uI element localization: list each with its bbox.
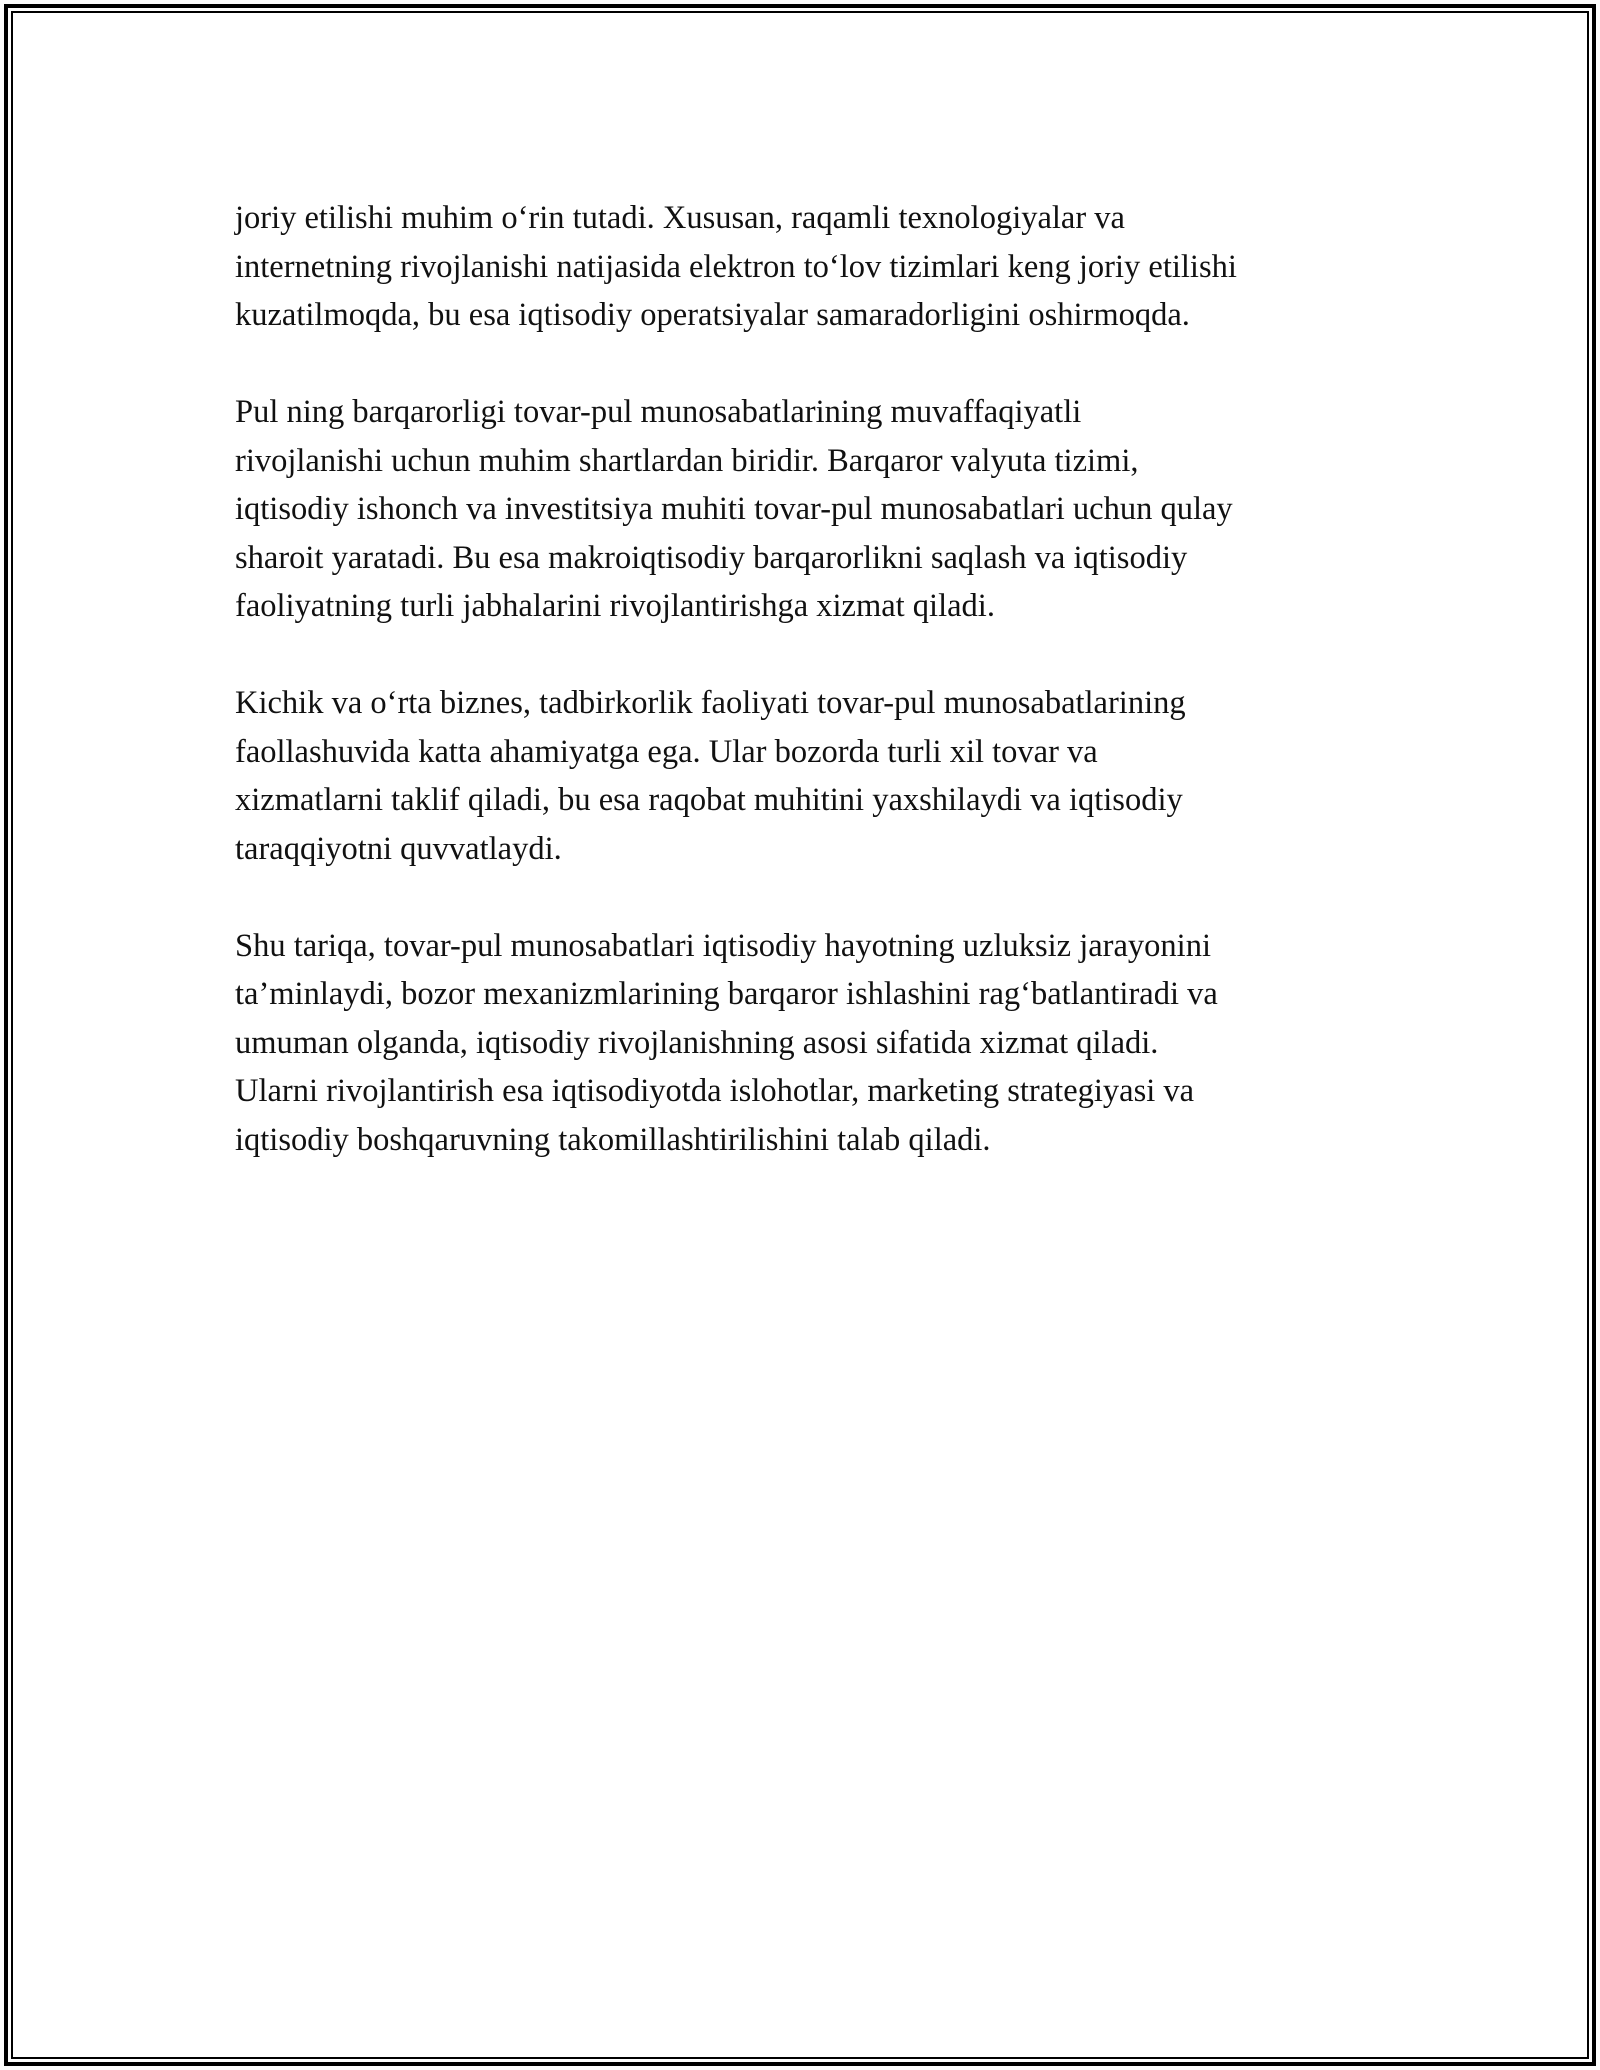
- page-border: [4, 4, 1596, 2066]
- paragraph-3: Kichik va o‘rta biznes, tadbirkorlik faoliyati tovar-pul munosabatlarining faollashuvida katta ahamiyatga ega. Ular bozorda turli xil tovar va xizmatlarni taklif qiladi, bu esa raqobat muhitini yaxshilaydi va iqtisodiy taraqqiyotni quvvatlaydi.: [235, 685, 1186, 867]
- paragraph-1: joriy etilishi muhim o‘rin tutadi. Xususan, raqamli texnologiyalar va internetning rivojlanishi natijasida elektron to‘lov tizimlari keng joriy etilishi kuzatilmoqda, bu esa iqtisodiy operatsiyalar samaradorligini oshirmoqda.: [235, 200, 1237, 333]
- paragraph-2: Pul ning barqarorligi tovar-pul munosabatlarining muvaffaqiyatli rivojlanishi uchun muhim shartlardan biridir. Barqaror valyuta tizimi, iqtisodiy ishonch va investitsiya muhiti tovar-pul munosabatlari uchun qulay sharoit yaratadi. Bu esa makroiqtisodiy barqarorlikni saqlash va iqtisodiy faoliyatning turli jabhalarini rivojlantirishga xizmat qiladi.: [235, 394, 1233, 624]
- paragraph-4: Shu tariqa, tovar-pul munosabatlari iqtisodiy hayotning uzluksiz jarayonini ta’minlaydi, bozor mexanizmlarining barqaror ishlashini rag‘batlantiradi va umuman olganda, iqtisodiy rivojlanishning asosi sifatida xizmat qiladi. Ularni rivojlantirish esa iqtisodiyotda islohotlar, marketing strategiyasi va iqtisodiy boshqaruvning takomillashtirilishini talab qiladi.: [235, 927, 1218, 1158]
- document-body: [235, 194, 1395, 1213]
